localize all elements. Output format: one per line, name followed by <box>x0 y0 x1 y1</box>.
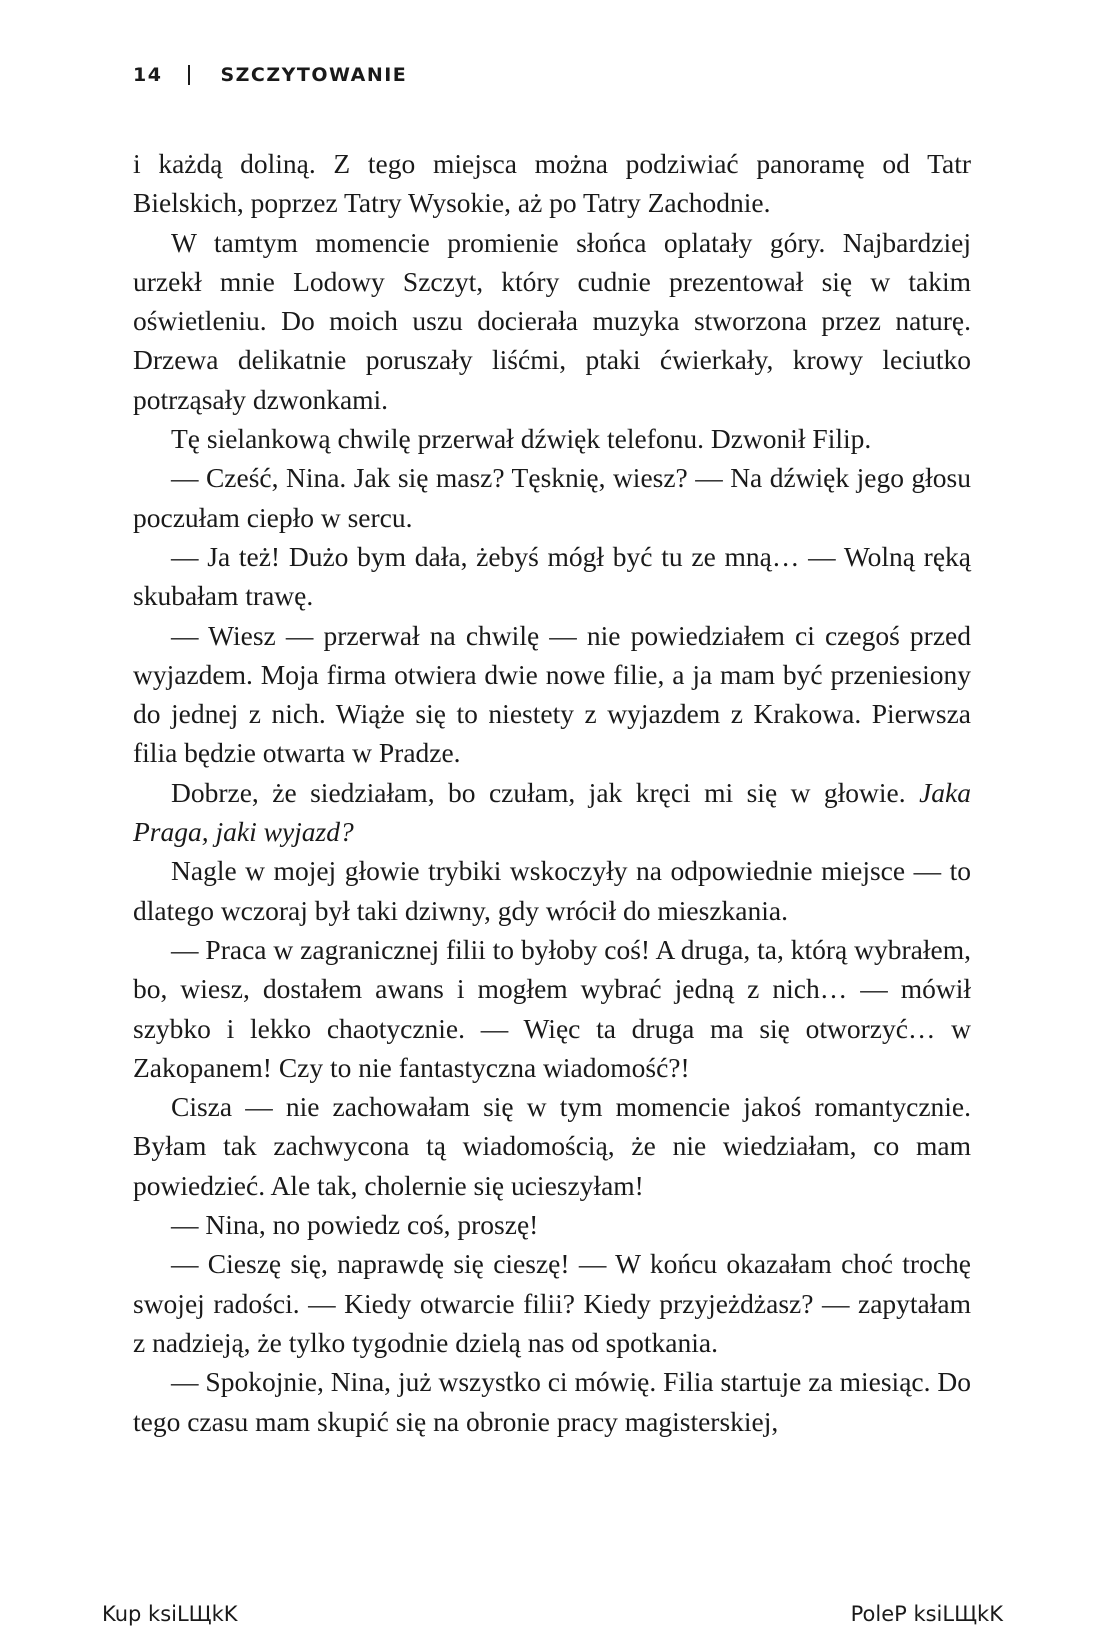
buy-book-link[interactable]: Kup ksiLЩkK <box>102 1602 238 1626</box>
running-header <box>133 64 407 86</box>
header-separator <box>188 65 190 85</box>
paragraph: — Spokojnie, Nina, już wszystko ci mówię. Filia startuje za miesiąc. Do tego czasu mam skupić się na obronie pracy magisterskiej, <box>133 1366 971 1437</box>
body-text <box>133 144 971 1441</box>
paragraph: Nagle w mojej głowie trybiki wskoczyły na odpowiednie miejsce — to dlatego wczoraj był taki dziwny, gdy wrócił do mieszkania. <box>133 855 971 926</box>
paragraph: — Wiesz — przerwał na chwilę — nie powiedziałem ci czegoś przed wyjazdem. Moja firma otwiera dwie nowe filie, a ja mam być przeniesiony do jednej z nich. Wiąże się to niestety z wyjazdem z Krakowa. Pierwsza filia będzie otwarta w Pradze. <box>133 619 971 769</box>
paragraph: i każdą doliną. Z tego miejsca można podziwiać panoramę od Tatr Bielskich, poprzez Tatry Wysokie, aż po Tatry Zachodnie. <box>133 148 971 219</box>
recommend-book-link[interactable]: PoleP ksiLЩkK <box>850 1602 1003 1626</box>
paragraph: — Cieszę się, naprawdę się cieszę! — W końcu okazałam choć trochę swojej radości. — Kiedy otwarcie filii? Kiedy przyjeżdżasz? — zapytałam z nadzieją, że tylko tygodnie dzielą nas od spotkania. <box>133 1248 971 1358</box>
paragraph: Tę sielankową chwilę przerwał dźwięk telefonu. Dzwonił Filip. <box>171 423 872 455</box>
italic-thought: Jaka Praga, jaki wyjazd? <box>133 776 971 848</box>
paragraph: — Cześć, Nina. Jak się masz? Tęsknię, wiesz? — Na dźwięk jego głosu poczułam ciepło w sercu. <box>133 462 971 533</box>
paragraph: W tamtym momencie promienie słońca oplatały góry. Najbardziej urzekł mnie Lodowy Szczyt, który cudnie prezentował się w takim oświetleniu. Do moich uszu docierała muzyka stworzona przez naturę. Drzewa delikatnie poruszały liśćmi, ptaki ćwierkały, krowy leciutko potrząsały dzwonkami. <box>133 226 971 415</box>
page-number: 14 <box>133 64 163 86</box>
paragraph <box>133 773 971 852</box>
paragraph: — Ja też! Dużo bym dała, żebyś mógł być tu ze mną… — Wolną ręką skubałam trawę. <box>133 540 971 612</box>
paragraph: Cisza — nie zachowałam się w tym momencie jakoś romantycznie. Byłam tak zachwycona tą wiadomością, że nie wiedziałam, co mam powiedzieć. Ale tak, cholernie się ucieszyłam! <box>133 1091 971 1201</box>
paragraph-text: Dobrze, że siedziałam, bo czułam, jak kręci mi się w głowie. <box>171 776 920 808</box>
paragraph: — Praca w zagranicznej filii to byłoby coś! A druga, ta, którą wybrałem, bo, wiesz, dostałem awans i mogłem wybrać jedną z nich… — mówił szybko i lekko chaotycznie. — Więc ta druga ma się otworzyć… w Zakopanem! Czy to nie fantastyczna wiadomość?! <box>133 933 971 1083</box>
running-title: SZCZYTOWANIE <box>220 64 408 86</box>
paragraph: — Nina, no powiedz coś, proszę! <box>171 1209 539 1241</box>
